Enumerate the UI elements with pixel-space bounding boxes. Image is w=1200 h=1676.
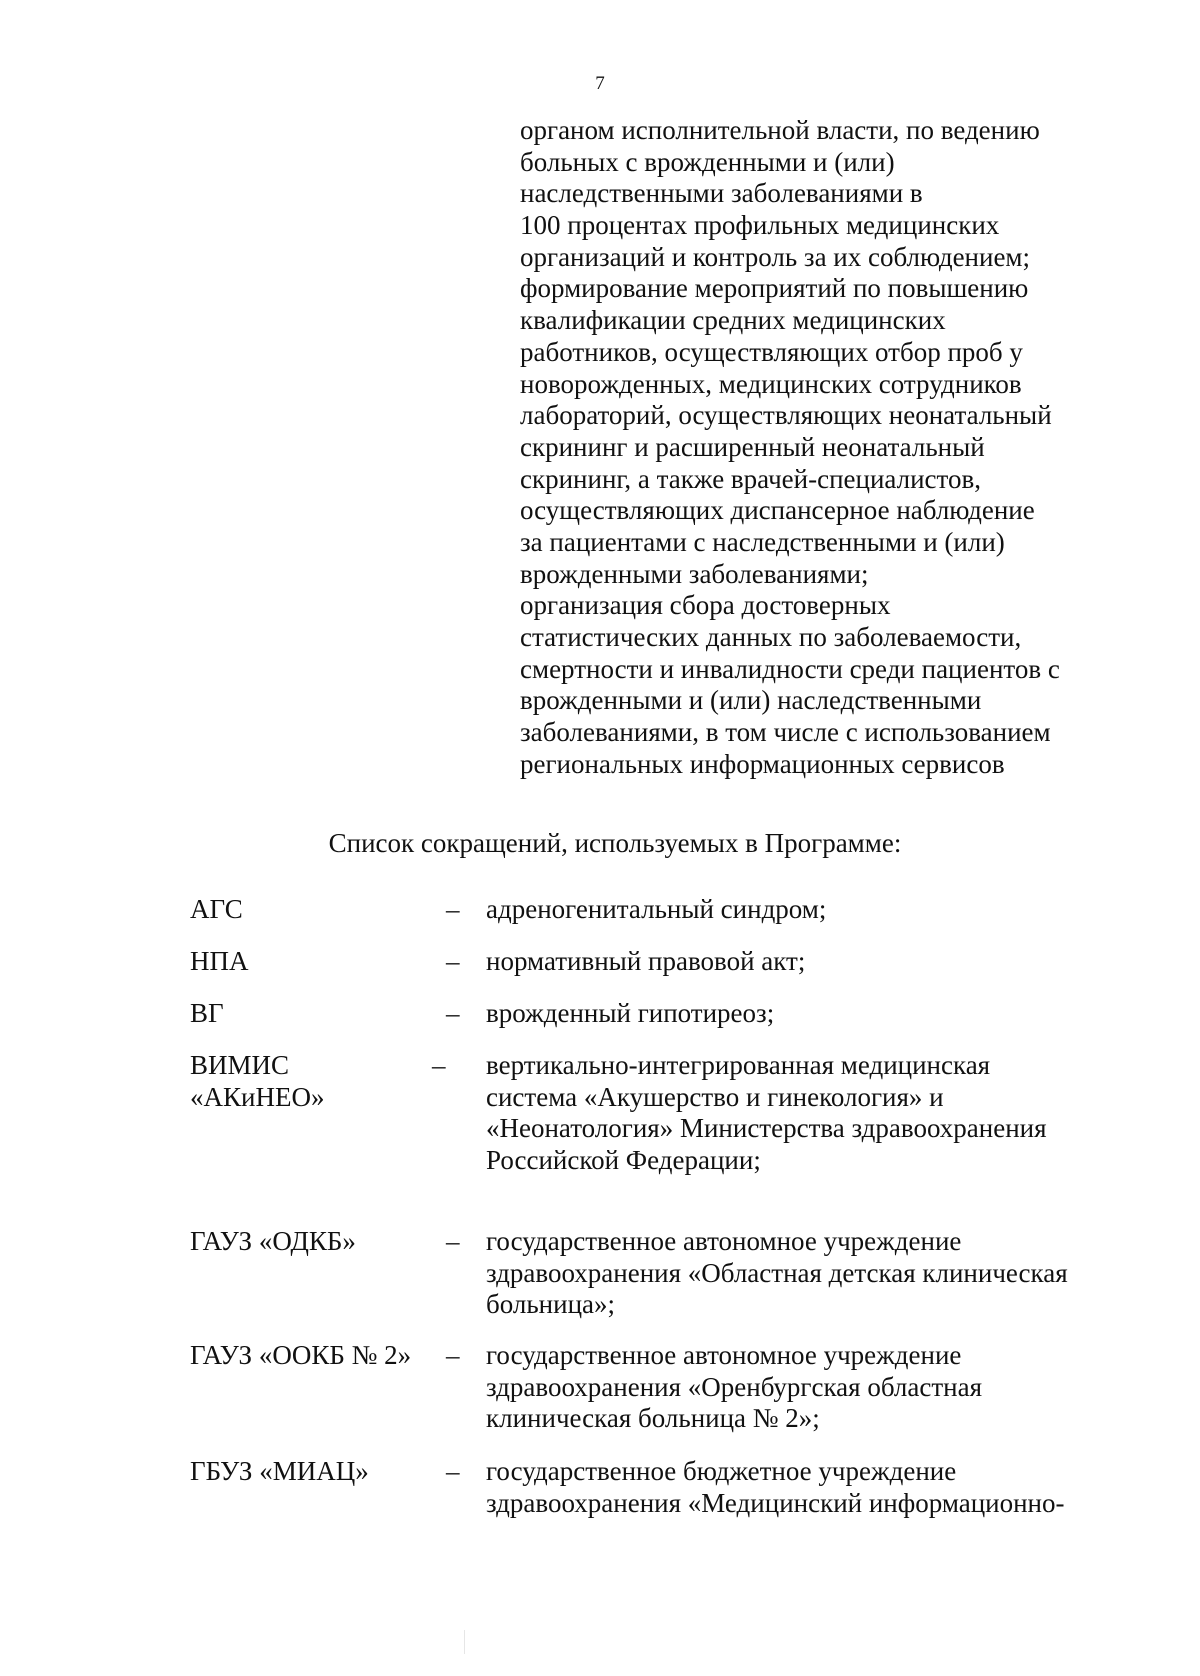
abbreviation-term-line: «АКиНЕО» — [190, 1081, 325, 1112]
abbreviation-term-line: ВГ — [190, 998, 224, 1028]
abbreviation-definition-line: государственное автономное учреждение — [486, 1226, 962, 1256]
abbreviations-title: Список сокращений, используемых в Программе: — [328, 828, 902, 858]
scan-artifact — [464, 1630, 465, 1654]
text-line: смертности и инвалидности среди пациентов с — [520, 653, 1060, 684]
abbreviation-term-line: ГАУЗ «ОДКБ» — [190, 1226, 356, 1256]
continuation-text — [520, 115, 1120, 780]
abbreviation-term-line: ГАУЗ «ООКБ № 2» — [190, 1340, 412, 1370]
text-line: организаций и контроль за их соблюдением; — [520, 241, 1031, 272]
text-line: заболеваниями, в том числе с использованием — [520, 717, 1051, 748]
abbreviation-term-line: ВИМИС — [190, 1050, 290, 1080]
text-line: 100 процентах профильных медицинских — [520, 210, 1000, 241]
abbreviation-term — [190, 1340, 411, 1372]
text-line: новорожденных, медицинских сотрудников — [520, 368, 1022, 399]
abbreviation-term-line: АГС — [190, 894, 243, 924]
text-line: врожденными и (или) наследственными — [520, 685, 982, 716]
abbreviation-definition-line: «Неонатология» Министерства здравоохранения — [486, 1113, 1047, 1144]
abbreviation-definition-line: вертикально-интегрированная медицинская — [486, 1050, 991, 1080]
text-line: скрининг, а также врачей-специалистов, — [520, 463, 981, 494]
text-line: региональных информационных сервисов — [520, 748, 1005, 779]
abbreviation-definition — [486, 1456, 1106, 1519]
abbreviation-definition-line: государственное автономное учреждение — [486, 1340, 962, 1370]
abbreviation-dash: – — [432, 1050, 446, 1080]
text-line: больных с врожденными и (или) — [520, 146, 895, 177]
abbreviation-definition-line: клиническая больница № 2»; — [486, 1403, 820, 1434]
abbreviation-dash: – — [446, 1340, 460, 1370]
abbreviation-definition — [486, 1226, 1106, 1321]
abbreviation-dash: – — [446, 1226, 460, 1256]
abbreviation-term-line: НПА — [190, 946, 249, 976]
text-line: лабораторий, осуществляющих неонатальный — [520, 400, 1052, 431]
abbreviation-definition-line: здравоохранения «Областная детская клиническая — [486, 1257, 1068, 1288]
abbreviation-definition — [486, 946, 1106, 978]
text-line: органом исполнительной власти, по ведению — [520, 115, 1040, 145]
abbreviation-term — [190, 946, 249, 978]
abbreviation-definition — [486, 894, 1106, 926]
text-line: врожденными заболеваниями; — [520, 558, 869, 589]
abbreviation-dash: – — [446, 998, 460, 1028]
abbreviation-definition-line: Российской Федерации; — [486, 1145, 761, 1176]
abbreviation-term — [190, 894, 243, 926]
text-line: квалификации средних медицинских — [520, 305, 946, 336]
page-number: 7 — [595, 73, 605, 94]
abbreviation-dash: – — [446, 894, 460, 924]
abbreviation-definition-line: здравоохранения «Оренбургская областная — [486, 1371, 982, 1402]
abbreviation-definition — [486, 998, 1106, 1030]
abbreviation-definition-line: нормативный правовой акт; — [486, 946, 806, 976]
abbreviation-definition-line: система «Акушерство и гинекология» и — [486, 1081, 944, 1112]
text-line: формирование мероприятий по повышению — [520, 273, 1029, 304]
abbreviation-term — [190, 1456, 369, 1488]
text-line: статистических данных по заболеваемости, — [520, 622, 1022, 652]
text-line: за пациентами с наследственными и (или) — [520, 526, 1005, 557]
abbreviation-dash: – — [446, 1456, 460, 1486]
text-line: работников, осуществляющих отбор проб у — [520, 336, 1023, 367]
abbreviation-definition-line: больница»; — [486, 1289, 616, 1320]
text-line: организация сбора достоверных — [520, 590, 891, 621]
abbreviation-term-line: ГБУЗ «МИАЦ» — [190, 1456, 369, 1486]
abbreviation-dash: – — [446, 946, 460, 976]
text-line: наследственными заболеваниями в — [520, 178, 923, 209]
abbreviation-term — [190, 998, 224, 1030]
abbreviation-definition-line: адреногенитальный синдром; — [486, 894, 827, 924]
abbreviation-definition-line: здравоохранения «Медицинский информационно- — [486, 1487, 1065, 1518]
abbreviation-definition — [486, 1340, 1106, 1435]
text-line: скрининг и расширенный неонатальный — [520, 431, 985, 462]
abbreviation-definition — [486, 1050, 1106, 1177]
abbreviation-definition-line: государственное бюджетное учреждение — [486, 1456, 957, 1486]
text-line: осуществляющих диспансерное наблюдение — [520, 495, 1035, 526]
abbreviation-term — [190, 1226, 356, 1258]
abbreviation-term — [190, 1050, 324, 1113]
abbreviation-definition-line: врожденный гипотиреоз; — [486, 998, 775, 1028]
